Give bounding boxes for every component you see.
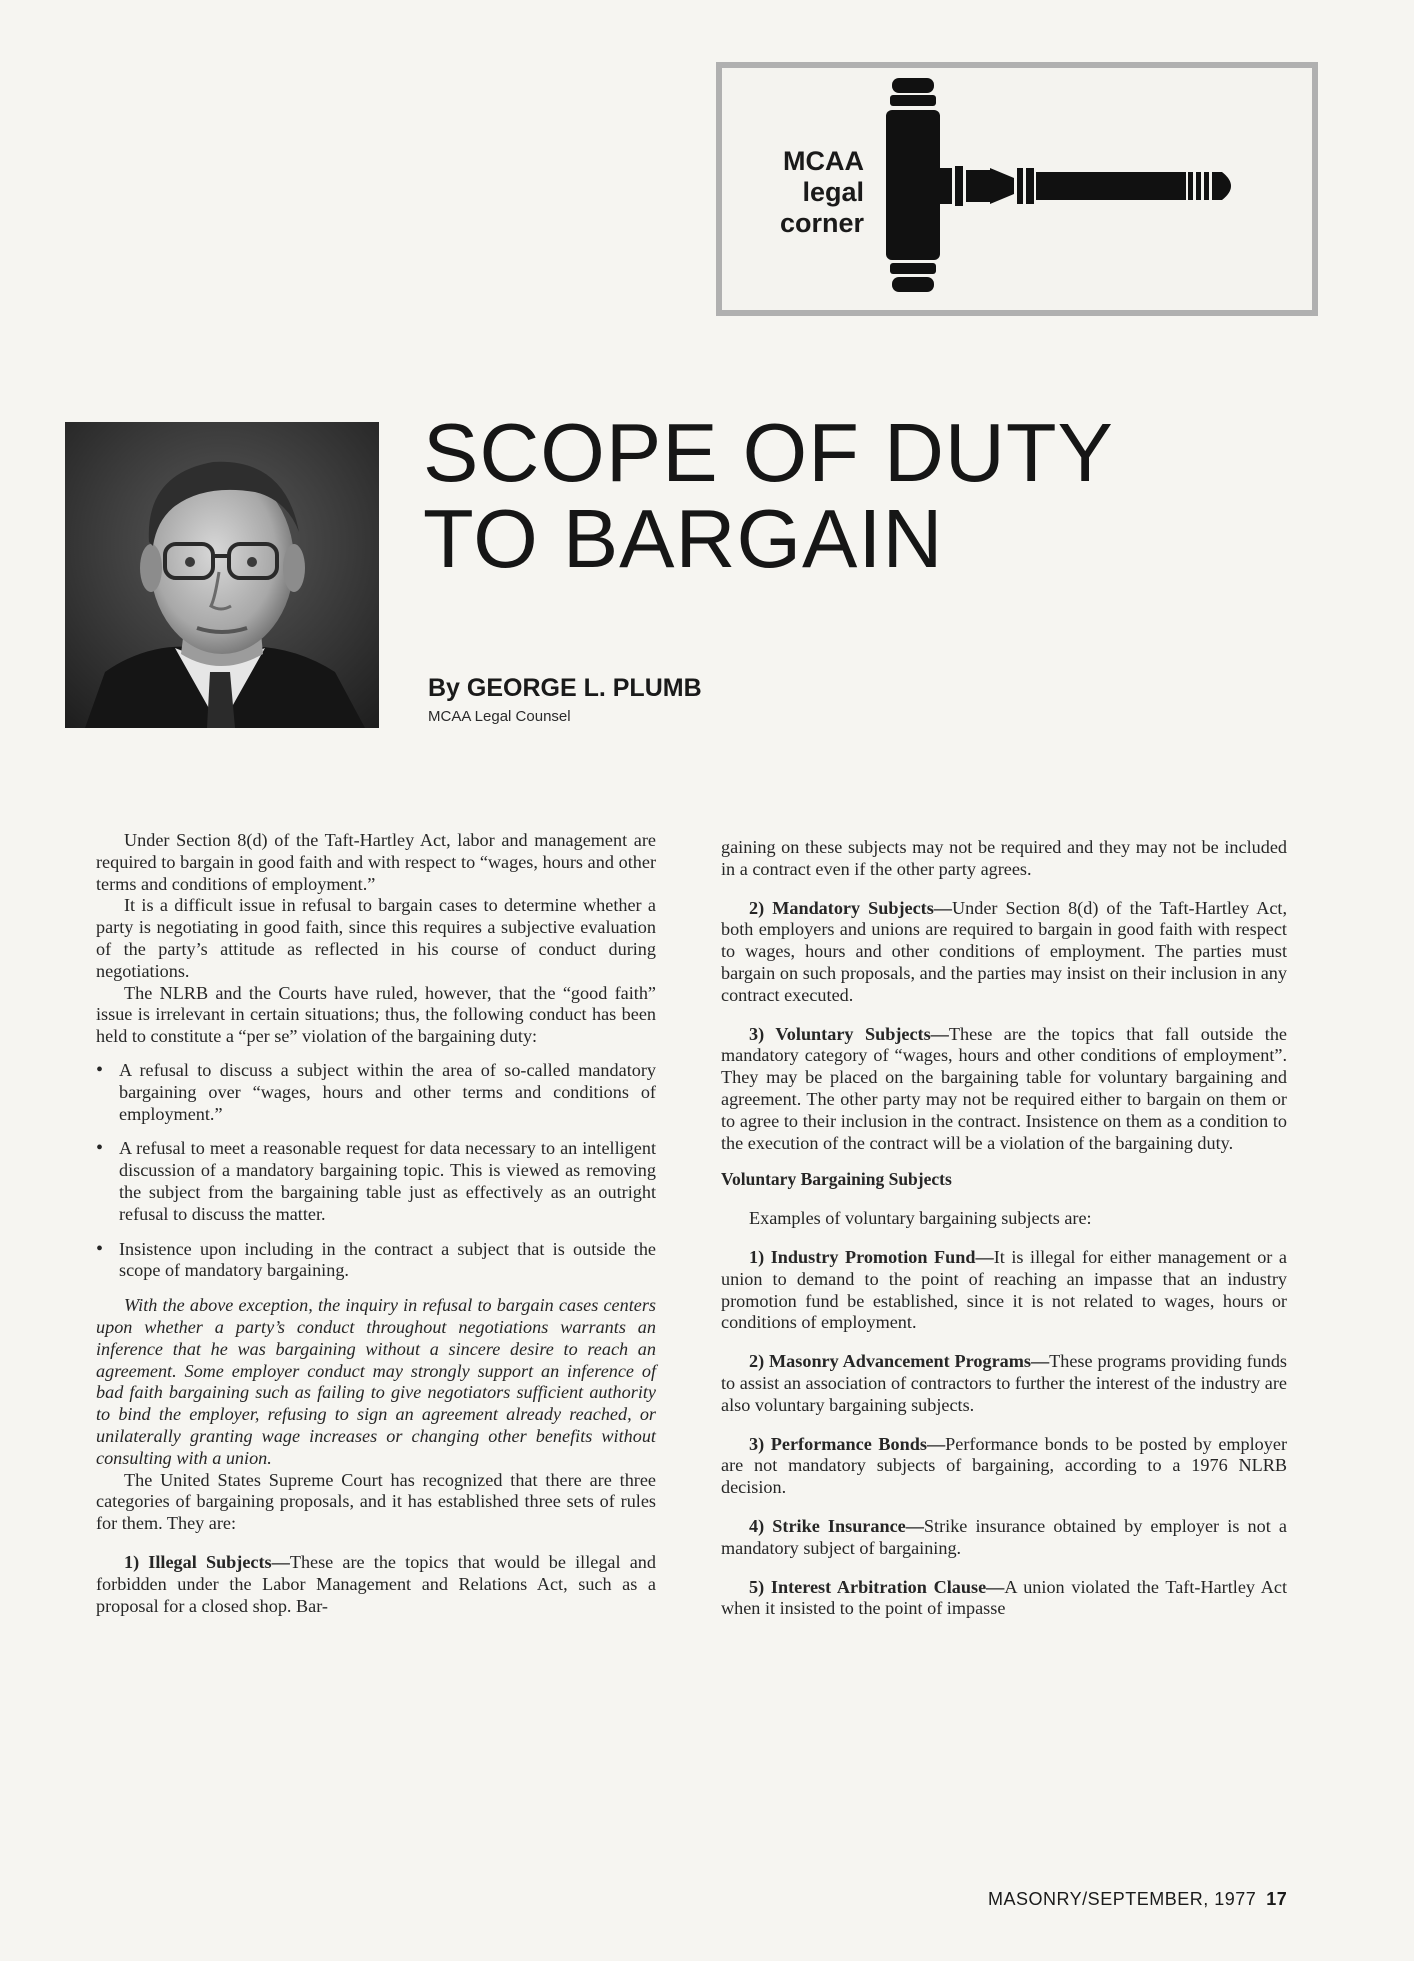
paragraph: The United States Supreme Court has recognized that there are three categories of bargaining proposals, and it has established three sets of rules for them. They are: bbox=[96, 1469, 656, 1534]
list-item: • A refusal to meet a reasonable request for data necessary to an intelligent discussion of a mandatory bargaining topic. This is viewed as removing the subject from the bargaining table just as effectively as an outright refusal to discuss the matter. bbox=[96, 1138, 656, 1225]
list-item: • A refusal to discuss a subject within the area of so-called mandatory bargaining over “wages, hours and other terms and conditions of employment.” bbox=[96, 1060, 656, 1125]
item-body: These programs providing funds to assist an association of contractors to further the interest of the industry are also voluntary bargaining subjects. bbox=[721, 1351, 1287, 1415]
paragraph: gaining on these subjects may not be required and they may not be included in a contract even if the other party agrees. bbox=[721, 837, 1287, 879]
category-item bbox=[721, 898, 1287, 1007]
example-item bbox=[721, 1516, 1287, 1560]
author-role: MCAA Legal Counsel bbox=[428, 708, 571, 725]
left-column bbox=[96, 830, 656, 1617]
item-body: Strike insurance obtained by employer is not a mandatory subject of bargaining. bbox=[721, 1515, 1287, 1558]
item-heading: 2) Masonry Advancement Programs— bbox=[749, 1351, 1050, 1372]
item-body: A union violated the Taft-Hartley Act when it insisted to the point of impasse bbox=[721, 1576, 1287, 1619]
paragraph: With the above exception, the inquiry in refusal to bargain cases centers upon whether a party’s conduct throughout negotiations warrants an inference that he was bargaining without a sincere desire to reach an agreement. Some employer conduct may strongly support an inference of bad faith bargaining such as failing to give negotiators sufficient authority to bind the employer, refusing to sign an agreement already reached, or unilaterally granting wage increases or changing other benefits without consulting with a union. bbox=[96, 1295, 656, 1468]
page-footer bbox=[988, 1889, 1287, 1910]
item-body: It is illegal for either management or a union to demand to the point of reaching an impasse that an industry promotion fund be established, since it is not related to wages, hours or conditions of employment. bbox=[721, 1246, 1287, 1333]
item-heading: 1) Illegal Subjects— bbox=[124, 1551, 290, 1572]
legal-corner-logo bbox=[716, 62, 1318, 316]
category-item bbox=[721, 1024, 1287, 1155]
item-heading: 1) Industry Promotion Fund— bbox=[749, 1246, 994, 1267]
item-heading: 5) Interest Arbitration Clause— bbox=[749, 1576, 1005, 1597]
per-se-violations-list bbox=[96, 1060, 656, 1282]
title-line-2: TO BARGAIN bbox=[423, 492, 944, 585]
list-item: • Insistence upon including in the contract a subject that is outside the scope of mandatory bargaining. bbox=[96, 1239, 656, 1283]
item-body: These are the topics that would be illegal and forbidden under the Labor Management and Relations Act, such as a proposal for a closed shop. Bar- bbox=[96, 1551, 656, 1616]
logo-line-1: MCAA bbox=[783, 146, 864, 176]
publication-info: MASONRY/SEPTEMBER, 1977 bbox=[988, 1889, 1257, 1909]
item-body: These are the topics that fall outside the mandatory category of “wages, hours and other conditions of employment”. They may be placed on the bargaining table for voluntary bargaining and agreement. The other party may not be required either to bargain on them or to agree to their inclusion in the contract. Insistence on them as a condition to the execution of the contract will be a violation of the bargaining duty. bbox=[721, 1023, 1287, 1153]
item-body: Performance bonds to be posted by employer are not mandatory subjects of bargaining, according to a 1976 NLRB decision. bbox=[721, 1433, 1288, 1498]
right-column bbox=[721, 837, 1287, 1620]
category-item bbox=[96, 1552, 656, 1617]
item-heading: 4) Strike Insurance— bbox=[749, 1515, 924, 1536]
example-item bbox=[721, 1577, 1287, 1621]
logo-line-2: legal bbox=[802, 177, 864, 207]
example-item bbox=[721, 1434, 1287, 1499]
item-heading: 2) Mandatory Subjects— bbox=[749, 897, 952, 918]
example-item bbox=[721, 1247, 1287, 1334]
item-body: Under Section 8(d) of the Taft-Hartley Act, both employers and unions are required to bargain in good faith with respect to wages, hours and other conditions of employment. The parties must bargain on such proposals, and the parties may insist on their inclusion in any contract executed. bbox=[721, 897, 1287, 1005]
author-portrait bbox=[65, 422, 379, 728]
example-item bbox=[721, 1351, 1287, 1416]
gavel-icon bbox=[722, 68, 1312, 310]
paragraph: It is a difficult issue in refusal to bargain cases to determine whether a party is negotiating in good faith, since this requires a subjective evaluation of the party’s attitude as reflected in his course of conduct during negotiations. bbox=[96, 895, 656, 981]
paragraph: Examples of voluntary bargaining subjects are: bbox=[749, 1208, 1092, 1229]
logo-line-3: corner bbox=[779, 208, 864, 238]
item-heading: 3) Performance Bonds— bbox=[749, 1433, 946, 1454]
title-line-1: SCOPE OF DUTY bbox=[423, 406, 1114, 499]
article-title bbox=[423, 406, 1323, 585]
page-number: 17 bbox=[1266, 1889, 1288, 1909]
section-subheading: Voluntary Bargaining Subjects bbox=[721, 1169, 952, 1190]
author-byline: By GEORGE L. PLUMB bbox=[428, 674, 702, 702]
paragraph: Under Section 8(d) of the Taft-Hartley Act, labor and management are required to bargain in good faith and with respect to “wages, hours and other terms and conditions of employment.” bbox=[96, 830, 656, 894]
paragraph: The NLRB and the Courts have ruled, however, that the “good faith” issue is irrelevant in certain situations; thus, the following conduct has been held to constitute a “per se” violation of the bargaining duty: bbox=[96, 982, 656, 1047]
item-heading: 3) Voluntary Subjects— bbox=[749, 1023, 949, 1044]
